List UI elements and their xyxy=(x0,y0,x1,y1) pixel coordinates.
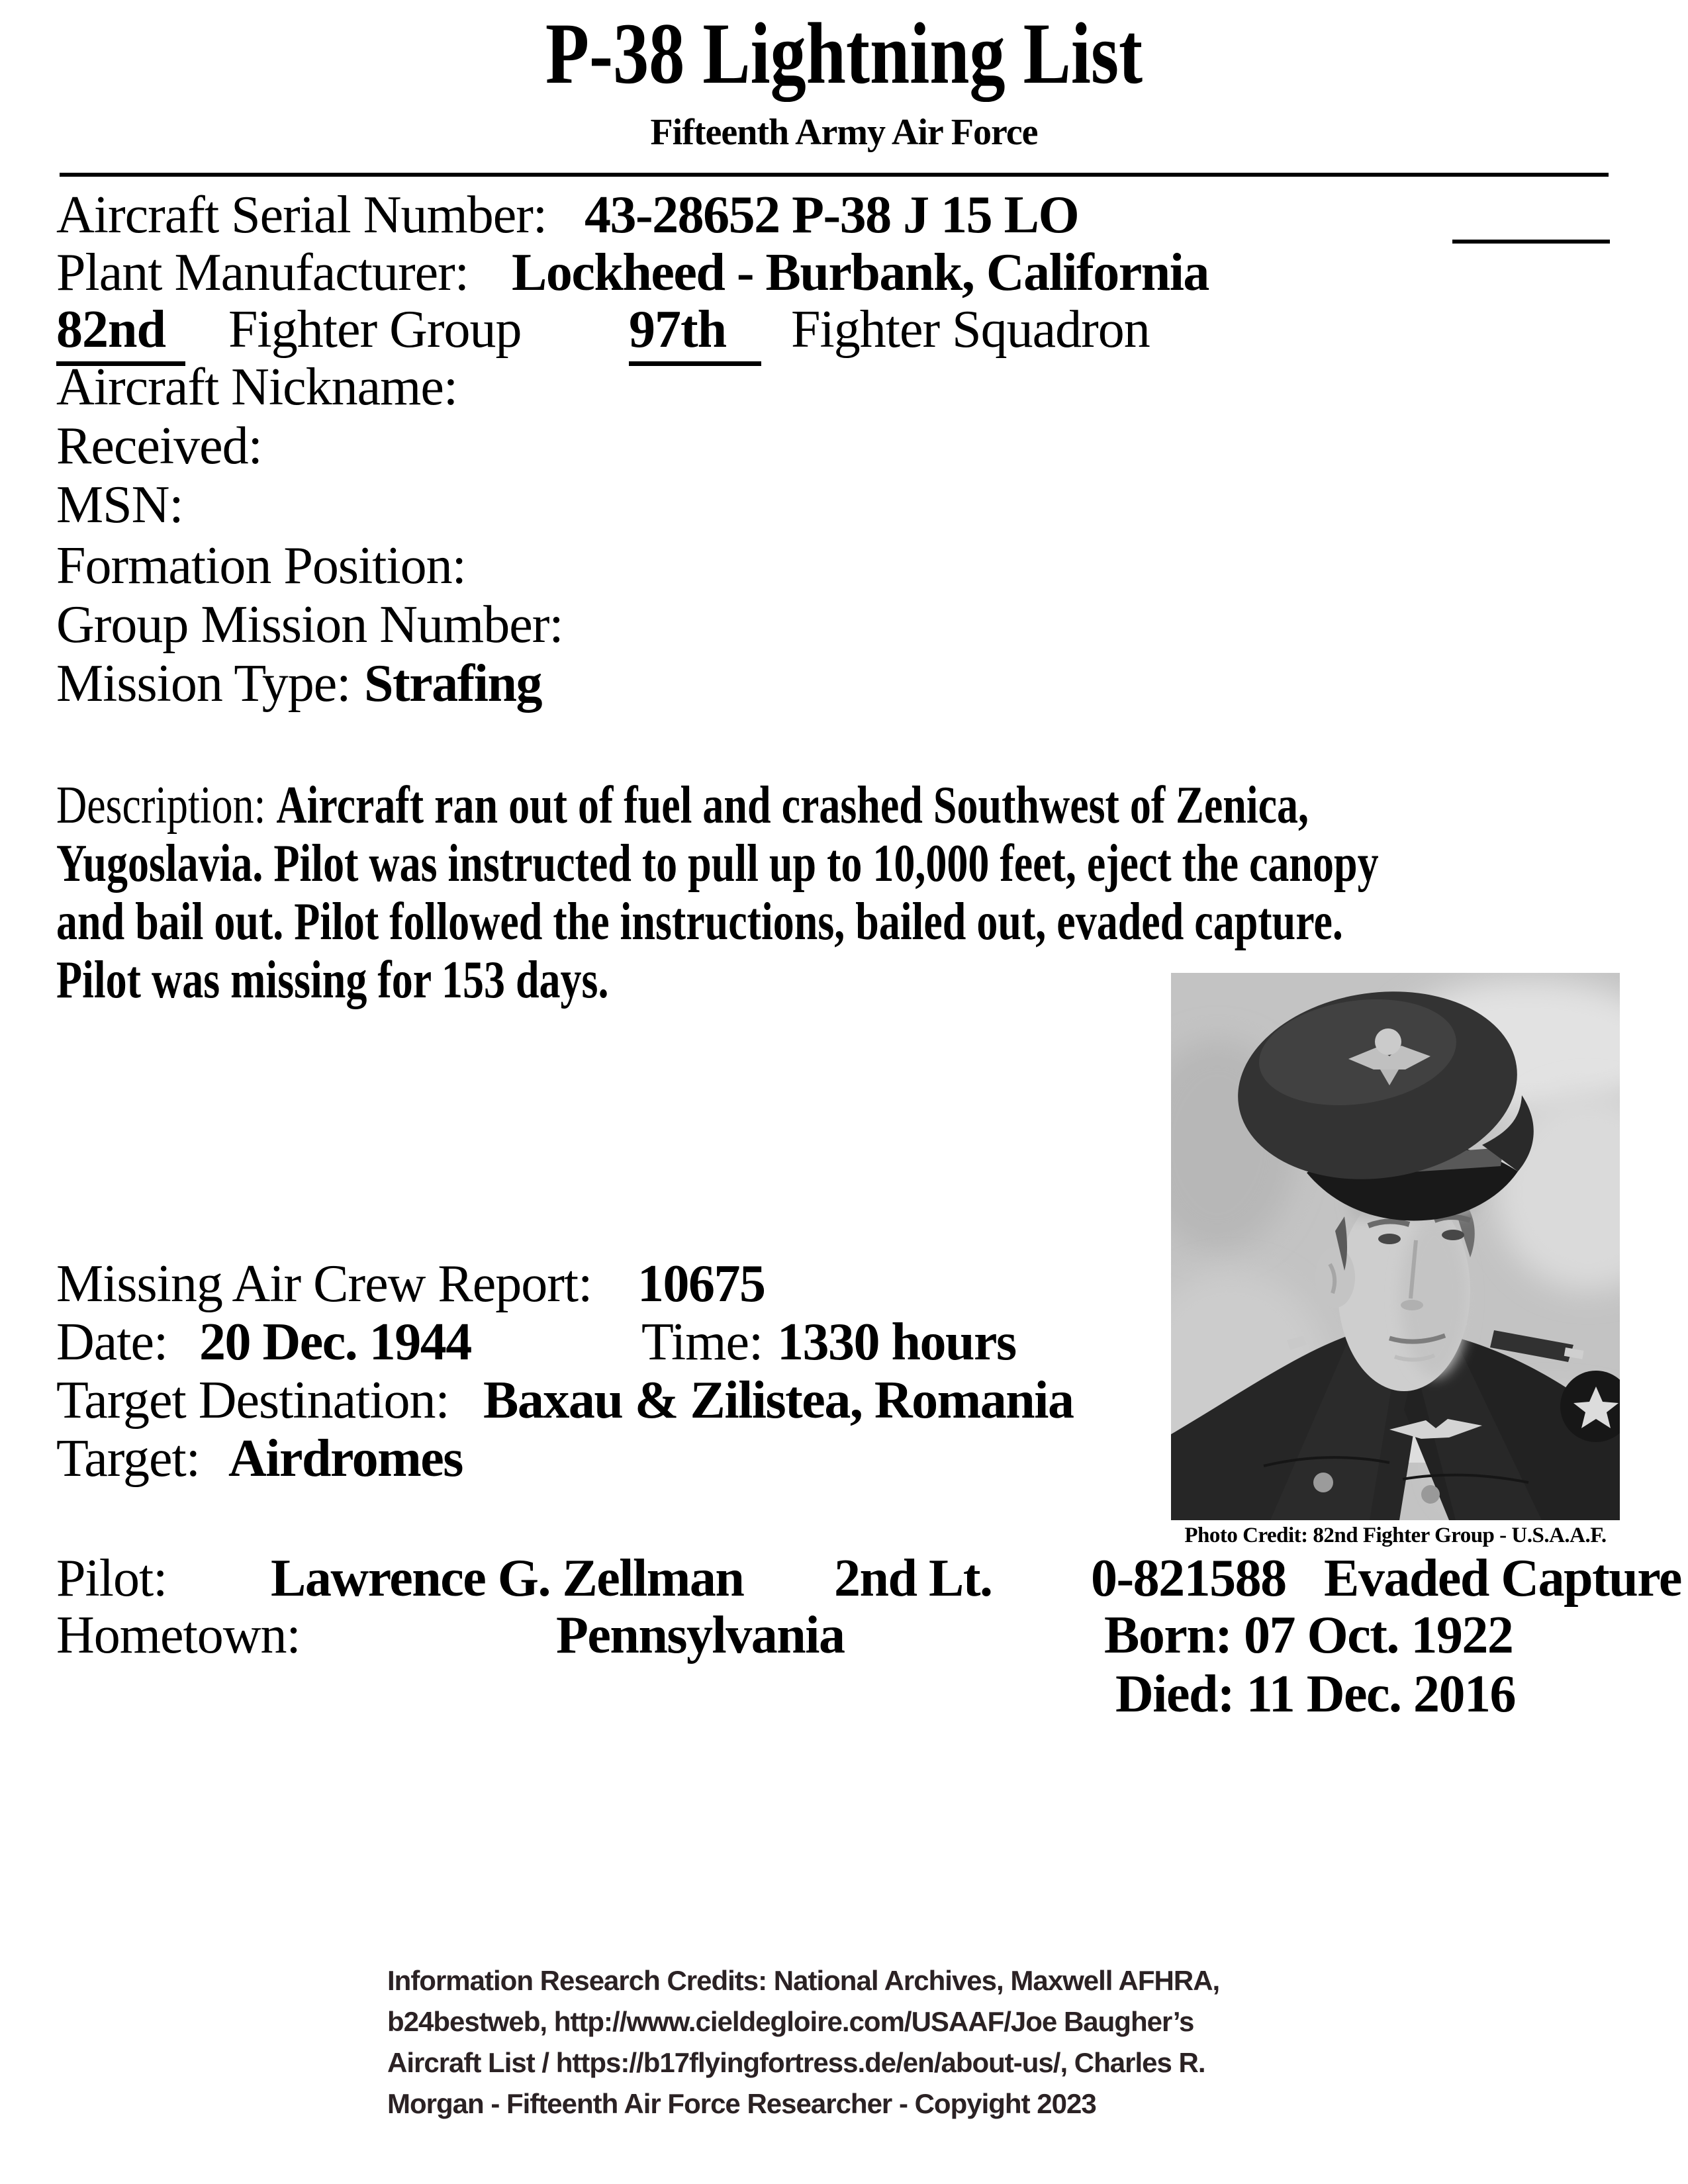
header-rule xyxy=(60,173,1609,177)
hometown-value: Pennsylvania xyxy=(556,1606,845,1664)
born-label: Born: xyxy=(1104,1606,1232,1664)
description-lines: Yugoslavia. Pilot was instructed to pull up to 10,000 feet, eject the canopy and bail out. Pilot followed the instructions, bailed out, evaded capture. Pilot was missing for 153 days. xyxy=(56,835,1379,1009)
pilot-name: Lawrence G. Zellman xyxy=(271,1549,744,1608)
page-title: P-38 Lightning List xyxy=(545,5,1143,102)
fighter-squadron-number: 97th xyxy=(629,300,761,366)
serial-number-label: Aircraft Serial Number: xyxy=(56,186,547,244)
pilot-portrait-graphic xyxy=(1171,973,1620,1520)
macr-value: 10675 xyxy=(637,1255,765,1313)
hometown-label: Hometown: xyxy=(56,1606,301,1664)
pilot-rank: 2nd Lt. xyxy=(834,1549,992,1608)
macr-label: Missing Air Crew Report: xyxy=(56,1255,592,1313)
received-row: Received: xyxy=(56,417,262,475)
target-destination-label: Target Destination: xyxy=(56,1371,449,1430)
pilot-service-number: 0-821588 xyxy=(1091,1549,1286,1608)
mission-type-label: Mission Type: xyxy=(56,655,351,713)
target-value: Airdromes xyxy=(228,1430,463,1488)
pilot-status: Evaded Capture xyxy=(1324,1549,1681,1608)
page-subtitle: Fifteenth Army Air Force xyxy=(650,112,1038,153)
group-mission-number-row: Group Mission Number: xyxy=(56,596,563,654)
died-value: 11 Dec. 2016 xyxy=(1246,1665,1516,1723)
fighter-group-number: 82nd xyxy=(56,300,185,366)
born-value: 07 Oct. 1922 xyxy=(1244,1606,1513,1664)
description-label: Description: xyxy=(56,776,266,835)
photo-credit: Photo Credit: 82nd Fighter Group - U.S.A.A.F. xyxy=(1184,1524,1607,1547)
date-value: 20 Dec. 1944 xyxy=(199,1313,471,1371)
mission-type-value: Strafing xyxy=(364,655,541,713)
footer-credits: Information Research Credits: National Archives, Maxwell AFHRA, b24bestweb, http://www.cieldegloire.com/USAAF/Joe Baugher’s Aircraft List / https://b17flyingfortress.de/en/about-us/, Charles R. Morgan - Fifteenth Air Force Researcher - Copyight 2023 xyxy=(387,1965,1220,2119)
died-label: Died: xyxy=(1115,1665,1235,1723)
time-value: 1330 hours xyxy=(777,1313,1016,1371)
formation-position-row: Formation Position: xyxy=(56,537,466,595)
target-destination-value: Baxau & Zilistea, Romania xyxy=(483,1371,1074,1430)
fighter-group-label: Fighter Group xyxy=(228,300,522,359)
target-label: Target: xyxy=(56,1430,200,1488)
nickname-row: Aircraft Nickname: xyxy=(56,358,458,416)
manufacturer-label: Plant Manufacturer: xyxy=(56,244,469,302)
manufacturer-value: Lockheed - Burbank, California xyxy=(512,244,1209,302)
description-first-line: Aircraft ran out of fuel and crashed Southwest of Zenica, xyxy=(276,776,1309,835)
msn-row: MSN: xyxy=(56,476,183,534)
serial-number-value: 43-28652 P-38 J 15 LO xyxy=(585,186,1079,244)
time-label: Time: xyxy=(641,1313,763,1371)
pilot-label: Pilot: xyxy=(56,1549,167,1608)
blank-fill-line xyxy=(1452,240,1610,244)
date-label: Date: xyxy=(56,1313,168,1371)
fighter-squadron-label: Fighter Squadron xyxy=(791,300,1150,359)
pilot-photo xyxy=(1171,973,1620,1520)
died-field xyxy=(1115,1665,1515,1723)
born-field xyxy=(1104,1606,1513,1664)
